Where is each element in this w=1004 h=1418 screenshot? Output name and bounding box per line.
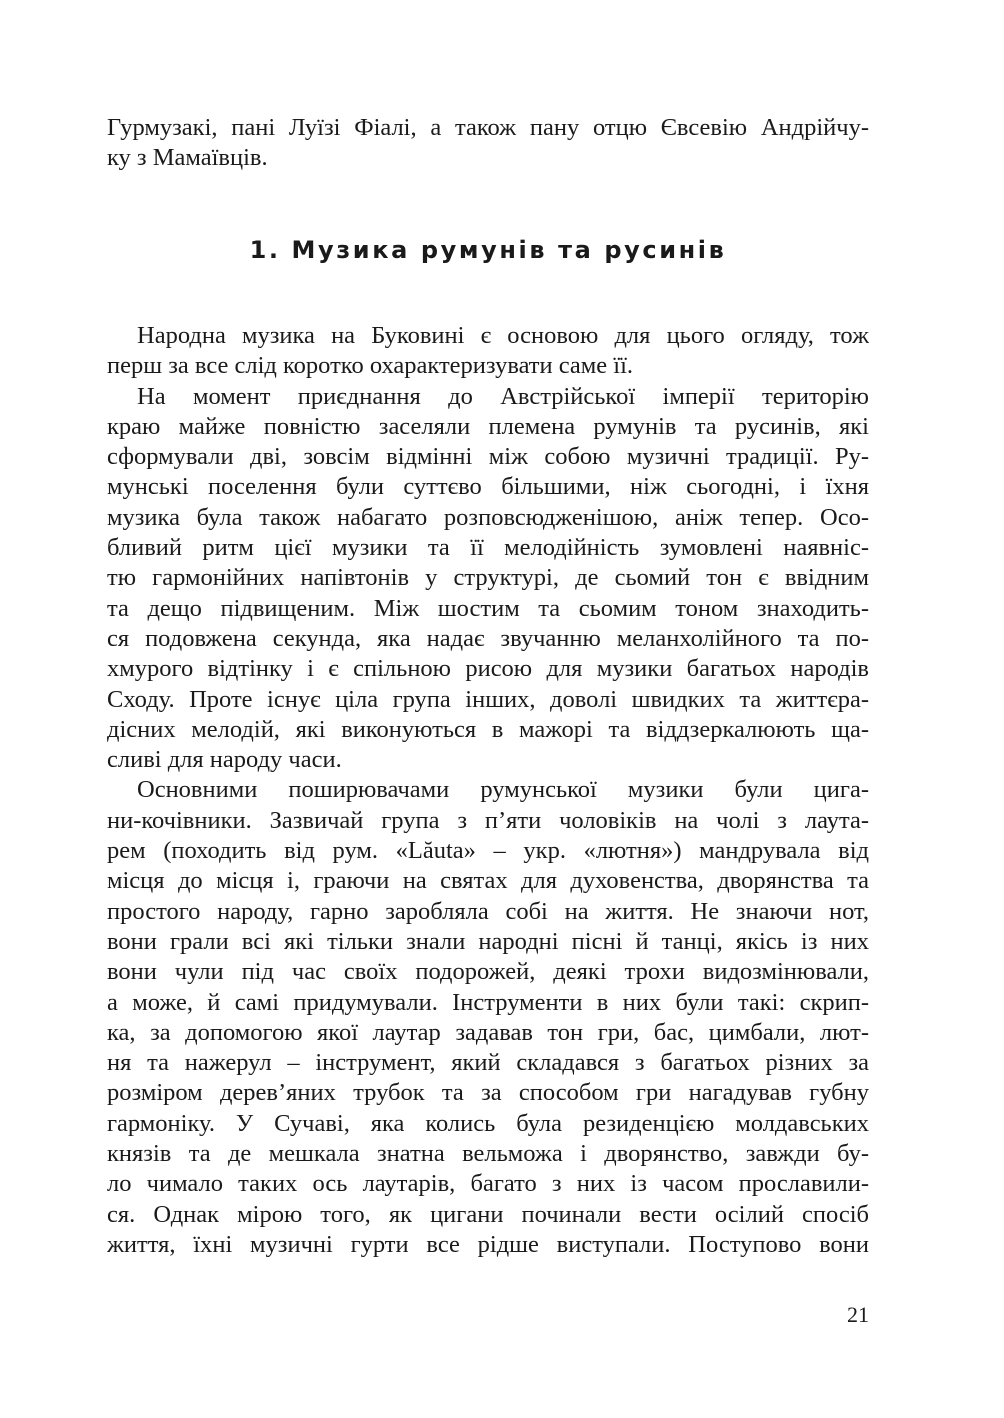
text-line: сформували дві, зовсім відмінні між собою музичні традиції. Ру- [107,443,869,471]
text-line: Народна музика на Буковині є основою для цього огляду, тож [137,322,869,349]
text-line: та дещо підвищеним. Між шостим та сьомим тоном знаходить- [107,594,869,622]
text-line: перш за все слід коротко охарактеризувати саме її. [107,352,634,380]
text-line: рем (походить від рум. «Lăuta» – укр. «лютня») мандрувала від [107,837,869,865]
intro-paragraph [107,113,869,174]
text-line: бливий ритм цієї музики та її мелодійність зумовлені наявніс- [107,534,869,562]
text-line: ло чимало таких ось лаутарів, багато з них із часом прославили- [107,1170,869,1198]
text-line: хмурого відтінку і є спільною рисою для музики багатьох народів [107,655,869,683]
text-line: ня та нажерул – інструмент, який складався з багатьох різних за [107,1049,869,1077]
page-number: 21 [847,1302,869,1327]
text-line: гармоніку. У Сучаві, яка колись була резиденцією молдавських [107,1109,869,1137]
text-line: мунські поселення були суттєво більшими, ніж сьогодні, і їхня [107,473,869,501]
book-page [107,0,869,1418]
text-line: ни-кочівники. Зазвичай група з п’яти чоловіків на чолі з лаута- [107,806,869,834]
section-heading: 1. Музика румунів та русинів [249,236,727,264]
text-line: ку з Мамаївців. [107,144,268,172]
text-line: дісних мелодій, які виконуються в мажорі та віддзеркалюють ща- [107,715,869,743]
text-line: вони чули під час своїх подорожей, деякі трохи видозмінювали, [107,958,869,986]
text-line: розміром дерев’яних трубок та за способом гри нагадував губну [107,1079,869,1107]
text-line: ка, за допомогою якої лаутар задавав тон гри, бас, цимбали, лют- [107,1018,869,1046]
text-line: життя, їхні музичні гурти все рідше виступали. Поступово вони [107,1230,869,1258]
text-line: Основними поширювачами румунської музики були цига- [137,776,869,804]
text-line: вони грали всі які тільки знали народні пісні й танці, якісь із них [107,927,869,955]
text-line: князів та де мешкала знатна вельможа і дворянство, завжди бу- [107,1140,869,1168]
text-line: а може, й самі придумували. Інструменти в них були такі: скрип- [107,988,869,1016]
text-line: місця до місця і, граючи на святах для духовенства, дворянства та [107,867,869,895]
text-line: ся подовжена секунда, яка надає звучанню меланхолійного та по- [107,624,869,652]
text-line: музика була також набагато розповсюдженішою, аніж тепер. Осо- [107,503,869,531]
text-line: краю майже повністю заселяли племена румунів та русинів, які [107,412,869,440]
text-line: тю гармонійних напівтонів у структурі, де сьомий тон є ввідним [107,564,869,592]
text-line: На момент приєднання до Австрійської імперії територію [137,382,869,410]
text-line: Сходу. Проте існує ціла група інших, доволі швидких та життєра- [107,685,869,713]
text-line: Гурмузакі, пані Луїзі Фіалі, а також пану отцю Євсевію Андрійчу- [107,114,869,141]
text-line: простого народу, гарно заробляла собі на життя. Не знаючи нот, [107,897,869,925]
section-body [107,321,869,1260]
text-line: сливі для народу часи. [107,746,342,774]
text-line: ся. Однак мірою того, як цигани починали вести осілий спосіб [107,1200,869,1228]
